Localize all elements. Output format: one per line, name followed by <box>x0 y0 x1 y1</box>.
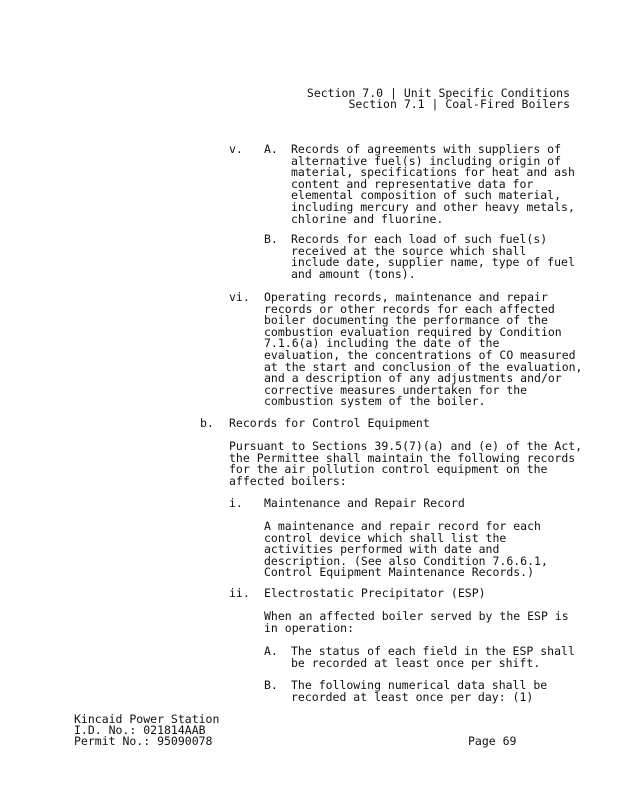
item-vi-label: vi. <box>229 290 250 304</box>
item-ii-B-label: B. <box>264 678 278 692</box>
item-ii-title: Electrostatic Precipitator (ESP) <box>264 586 486 600</box>
item-ii-label: ii. <box>229 586 250 600</box>
item-i-text: A maintenance and repair record for each control device which shall list the activities performed with date and description. (See also Condition 7.6.6.1, Control Equipment Maintenance Records.) <box>264 519 548 580</box>
item-ii-text: When an affected boiler served by the ESP is in operation: <box>264 609 569 635</box>
section-b-title: Records for Control Equipment <box>229 416 430 430</box>
item-i-title: Maintenance and Repair Record <box>264 496 465 510</box>
item-vi-text: Operating records, maintenance and repair records or other records for each affected boiler documenting the performance of the combustion evaluation required by Condition 7.1.6(a) including the date of the evaluation, the concentrations of CO measured at the start and conclusion of the evaluation, and a description of any adjustments and/or corrective measures undertaken for the combustion system of the boiler. <box>264 290 583 409</box>
item-v-B-text: Records for each load of such fuel(s) received at the source which shall include date, supplier name, type of fuel and amount (tons). <box>291 232 575 281</box>
item-v-A-label: A. <box>264 142 278 156</box>
subsection-header: Section 7.1 | Coal-Fired Boilers <box>348 97 570 111</box>
section-b-text: Pursuant to Sections 39.5(7)(a) and (e) of the Act, the Permittee shall maintain the following records for the air pollution control equipment on the affected boilers: <box>229 439 583 488</box>
item-v-B-label: B. <box>264 232 278 246</box>
footer-station: Kincaid Power Station <box>74 712 220 726</box>
footer-permit-no: Permit No.: 95090078 <box>74 734 213 748</box>
item-v-A-text: Records of agreements with suppliers of alternative fuel(s) including origin of material, specifications for heat and ash content and representative data for elemental composition of such material, including mercury and other heavy metals, chlorine and fluorine. <box>291 142 575 226</box>
item-ii-B-text: The following numerical data shall be recorded at least once per day: (1) <box>291 678 548 704</box>
footer-id-no: I.D. No.: 021814AAB <box>74 723 206 737</box>
section-b-label: b. <box>200 416 214 430</box>
item-v-label: v. <box>229 142 243 156</box>
item-ii-A-label: A. <box>264 644 278 658</box>
item-i-label: i. <box>229 496 243 510</box>
section-header: Section 7.0 | Unit Specific Conditions <box>306 86 570 100</box>
page-number: Page 69 <box>468 734 517 748</box>
item-ii-A-text: The status of each field in the ESP shall be recorded at least once per shift. <box>291 644 575 670</box>
